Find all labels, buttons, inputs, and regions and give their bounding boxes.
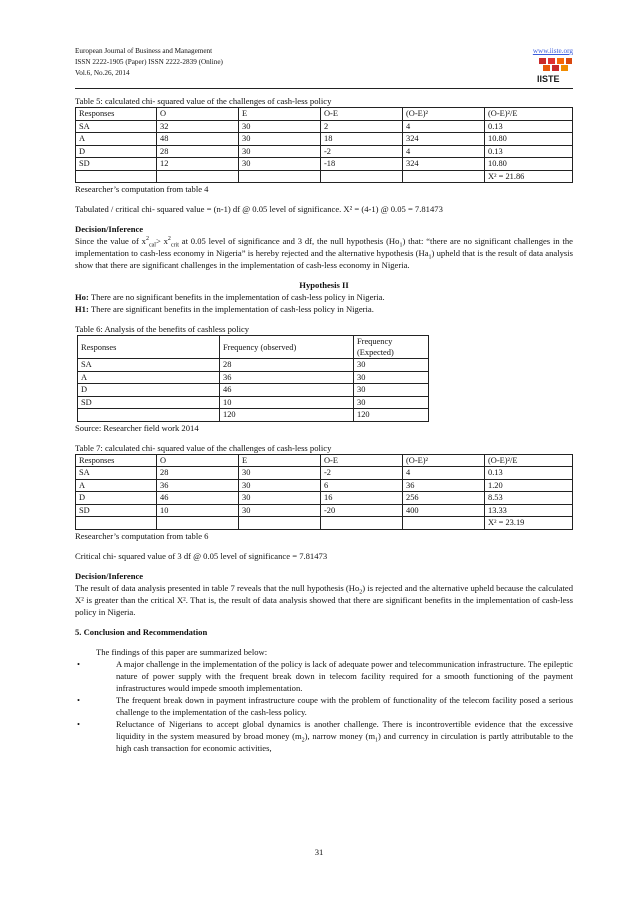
table-cell: 6 (321, 479, 403, 492)
table-cell: -2 (321, 467, 403, 480)
table5-source: Researcher’s computation from table 4 (75, 184, 209, 194)
table-cell: 10.80 (485, 158, 573, 171)
table-cell: 16 (321, 492, 403, 505)
table-cell (403, 517, 485, 530)
table6 (77, 335, 429, 422)
table-row (76, 158, 573, 171)
finding-bullet-3: • Reluctance of Nigerians to accept global dynamics is another challenge. There is incontrovertible evidence that the excessive liquidity in the system measured by broad money $(m_2)$, narrow money $(m_1)$ and currency in circulation is partly attributable to the high cash transaction for economic activities, (77, 718, 574, 753)
decision-heading-2: Decision/Inference (75, 570, 144, 581)
table-cell: Responses (76, 454, 157, 467)
table-cell (403, 170, 485, 183)
table-cell: E (239, 454, 321, 467)
table-cell: 36 (403, 479, 485, 492)
hypothesis-2-title: Hypothesis II (299, 280, 349, 290)
table-row (76, 145, 573, 158)
table-cell: A (76, 133, 157, 146)
table-cell (78, 409, 220, 422)
table-cell: 8.53 (485, 492, 573, 505)
table-row (78, 371, 429, 384)
table-cell: 30 (354, 396, 429, 409)
table-cell: 256 (403, 492, 485, 505)
table-cell: 30 (239, 120, 321, 133)
table-cell (239, 170, 321, 183)
table-cell: SA (76, 120, 157, 133)
table-cell: 32 (157, 120, 239, 133)
table-cell: A (76, 479, 157, 492)
table-cell: E (239, 108, 321, 121)
journal-issn: ISSN 2222-1905 (Paper) ISSN 2222-2839 (Online) (75, 58, 223, 66)
table-cell (239, 517, 321, 530)
table-cell (76, 170, 157, 183)
tabulated-value-text: Tabulated / critical chi- squared value = (n-1) df @ 0.05 level of significance. X² = (4-1) @ 0.05 = 7.81473 (75, 204, 443, 214)
table-row (78, 384, 429, 397)
table-row (76, 517, 573, 530)
table-row (76, 120, 573, 133)
table-cell: 48 (157, 133, 239, 146)
iiste-logo (535, 58, 573, 84)
journal-url-link[interactable]: www.iiste.org (532, 47, 573, 55)
table-cell: D (78, 384, 220, 397)
table-cell: Responses (78, 336, 220, 359)
table5-body (76, 108, 573, 183)
table-cell: SA (76, 467, 157, 480)
table-row (76, 467, 573, 480)
decision-heading-1: Decision/Inference (75, 224, 144, 234)
table6-body (78, 336, 429, 422)
table7-source: Researcher’s computation from table 6 (75, 530, 209, 541)
table-cell: 10 (157, 504, 239, 517)
journal-title: European Journal of Business and Management (75, 47, 213, 55)
table-row (76, 133, 573, 146)
table-cell: -18 (321, 158, 403, 171)
table-cell: 30 (239, 133, 321, 146)
table-cell: 28 (157, 467, 239, 480)
table-cell: 18 (321, 133, 403, 146)
table-cell: (O-E)² (403, 108, 485, 121)
table-cell: (O-E)²/E (485, 108, 573, 121)
table-cell: A (78, 371, 220, 384)
table6-source: Source: Researcher field work 2014 (75, 422, 199, 433)
table-cell: O-E (321, 454, 403, 467)
table-cell: 4 (403, 120, 485, 133)
table-cell: 10.80 (485, 133, 573, 146)
table-header-row (76, 108, 573, 121)
main-content (75, 95, 573, 754)
table5-caption: Table 5: calculated chi- squared value of the challenges of cash-less policy (75, 96, 332, 106)
table-cell: O-E (321, 108, 403, 121)
findings-intro: The findings of this paper are summarized below: (96, 646, 268, 657)
table-cell: 28 (220, 359, 354, 372)
table-cell: 30 (239, 145, 321, 158)
table-cell: 30 (354, 384, 429, 397)
table-cell: 30 (354, 371, 429, 384)
table-cell: Frequency (Expected) (354, 336, 429, 359)
table-cell: O (157, 454, 239, 467)
table-cell (321, 517, 403, 530)
bullet-icon: • (77, 658, 81, 669)
table-cell (321, 170, 403, 183)
table-header-row (78, 336, 429, 359)
table-cell: Frequency (observed) (220, 336, 354, 359)
table-row (76, 479, 573, 492)
table-cell: -2 (321, 145, 403, 158)
table-cell: 46 (220, 384, 354, 397)
table-row (78, 396, 429, 409)
table-cell: 13.33 (485, 504, 573, 517)
table7-caption: Table 7: calculated chi- squared value of the challenges of cash-less policy (75, 442, 332, 453)
bullet-icon: • (77, 718, 81, 729)
finding-bullet-2: • The frequent break down in payment infrastructure coupe with the problem of functionality of the telecom facility posed a serious challenge to the implementation of the cash-less policy. (77, 694, 573, 717)
table-cell: 30 (239, 479, 321, 492)
table6-caption: Table 6: Analysis of the benefits of cashless policy (75, 324, 250, 334)
table-cell: 0.13 (485, 467, 573, 480)
table-cell: 0.13 (485, 120, 573, 133)
table-cell: 30 (239, 158, 321, 171)
table-cell: (O-E)² (403, 454, 485, 467)
table-cell: 1.20 (485, 479, 573, 492)
table-cell: 4 (403, 467, 485, 480)
table-row (78, 409, 429, 422)
table-row (78, 359, 429, 372)
finding-bullet-1: • A major challenge in the implementation of the policy is lack of adequate power and telecommunication infrastructure. The epileptic nature of power supply with the frequent break down in telecom facility required for a smooth functioning of the payment infrastructures would impede smooth implementation. (77, 658, 573, 693)
table-cell: 10 (220, 396, 354, 409)
table-cell: 30 (239, 492, 321, 505)
table5 (75, 107, 573, 183)
table-cell: SD (76, 158, 157, 171)
table-cell: D (76, 145, 157, 158)
table-cell: 4 (403, 145, 485, 158)
table-cell: SD (76, 504, 157, 517)
journal-header (75, 46, 573, 79)
table-cell: 12 (157, 158, 239, 171)
table-cell: 400 (403, 504, 485, 517)
table-cell: D (76, 492, 157, 505)
table-cell: 2 (321, 120, 403, 133)
table-cell: 120 (220, 409, 354, 422)
critical-value-text: Critical chi- squared value of 3 df @ 0.05 level of significance = 7.81473 (75, 550, 328, 561)
table-cell: Responses (76, 108, 157, 121)
table-cell: 36 (220, 371, 354, 384)
table-cell: O (157, 108, 239, 121)
section-5-heading: 5. Conclusion and Recommendation (75, 626, 208, 637)
table-cell: -20 (321, 504, 403, 517)
table-cell: 46 (157, 492, 239, 505)
bullet-icon: • (77, 694, 81, 705)
table-cell: 324 (403, 133, 485, 146)
table-cell: 36 (157, 479, 239, 492)
table-cell: 324 (403, 158, 485, 171)
table-cell (157, 170, 239, 183)
hypothesis-2-alt: H1: There are significant benefits in the implementation of cash-less policy in Nigeria. (75, 304, 374, 314)
table-cell: X² = 21.86 (485, 170, 573, 183)
table-cell (157, 517, 239, 530)
table-row (76, 170, 573, 183)
table-row (76, 504, 573, 517)
table-cell: SD (78, 396, 220, 409)
table-cell: X² = 23.19 (485, 517, 573, 530)
journal-volume: Vol.6, No.26, 2014 (75, 69, 130, 77)
page-number: 31 (314, 847, 324, 857)
table-header-row (76, 454, 573, 467)
table-cell: SA (78, 359, 220, 372)
table-cell: 30 (239, 504, 321, 517)
table-cell: 30 (354, 359, 429, 372)
svg-text:IISTE: IISTE (537, 74, 560, 84)
decision-text-1: Since the value of $x^2_{cal}> x^2_{crit}$ at 0.05 level of significance and 3 df, the null hypothesis $(Ho_1)$ that: “there are no significant challenges in the implementation to cash-less economy in Nigeria” is hereby rejected and the alternative hypothesis $(Ha_1)$ upheld that is the result of data analysis show that there are significant challenges in the implementation of cash-less economy in Nigeria. (75, 236, 573, 270)
table7 (75, 454, 573, 530)
header-rule (75, 88, 573, 89)
table-cell: 0.13 (485, 145, 573, 158)
hypothesis-2-null: Ho: There are no significant benefits in the implementation of cash-less policy in Nigeria. (75, 292, 385, 302)
table-cell: 30 (239, 467, 321, 480)
table7-body (76, 454, 573, 529)
table-cell: (O-E)²/E (485, 454, 573, 467)
table-cell (76, 517, 157, 530)
table-cell: 28 (157, 145, 239, 158)
table-row (76, 492, 573, 505)
decision-text-2: The result of data analysis presented in table 7 reveals that the null hypothesis $(Ho_2)$ is rejected and the alternative upheld because the calculated X² is greater than the critical X². That is, the result of data analysis showed that there are significant benefits in the implementation of cash-less policy in Nigeria. (75, 582, 574, 617)
table-cell: 120 (354, 409, 429, 422)
